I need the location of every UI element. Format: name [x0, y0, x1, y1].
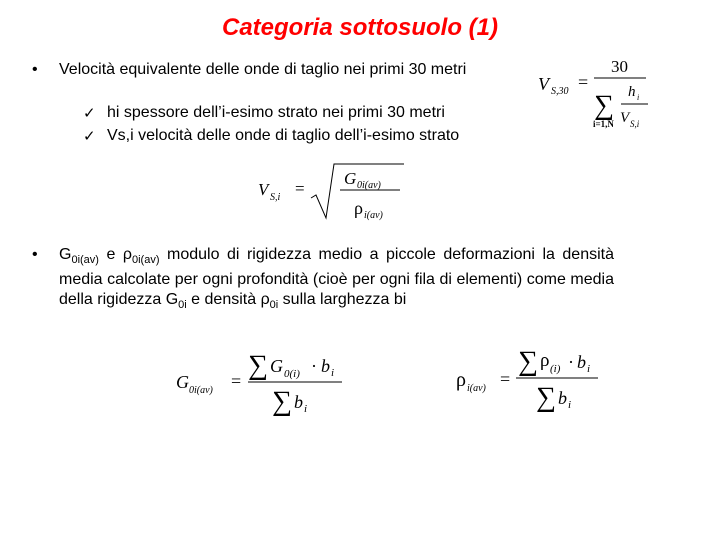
check-icon: ✓	[83, 105, 96, 122]
formula-vs30-h: h	[628, 84, 636, 100]
formula-vs30	[532, 54, 652, 134]
formula-vs30-lhs: V	[538, 74, 549, 94]
formula-g-sigma-den: ∑	[272, 386, 292, 417]
formula-rho-den-b-sub: i	[568, 399, 572, 411]
formula-vsi	[256, 158, 416, 228]
bullet-stiffness-text	[59, 245, 614, 315]
slide-title: Categoria sottosuolo (1)	[221, 14, 498, 41]
formula-rho-sigma-num: ∑	[518, 346, 538, 377]
formula-vs30-v: V	[620, 110, 630, 126]
formula-rho-lhs-sub: i(av)	[467, 383, 486, 394]
para-rho-sub: 0i(av)	[132, 254, 160, 266]
formula-vs30-lhs-sub: S,30	[551, 86, 569, 97]
formula-vsi-g-sub: 0i(av)	[357, 180, 381, 191]
formula-g-den-b: b	[294, 392, 303, 412]
formula-g-dot: ·	[311, 356, 317, 376]
formula-rho-num-b-sub: i	[587, 363, 591, 375]
formula-rho-den-b: b	[558, 388, 567, 408]
check-icon: ✓	[83, 128, 96, 145]
bullet-velocity-text: Velocità equivalente delle onde di taglio nei primi 30 metri	[59, 61, 467, 78]
formula-g-lhs: G	[176, 372, 189, 392]
para-rest2: e densità ρ	[186, 291, 270, 308]
formula-vsi-lhs: V	[258, 180, 269, 199]
para-e-rho: e ρ	[98, 246, 132, 263]
formula-vs30-numerator: 30	[611, 57, 628, 76]
formula-rho-num-rho-sub: (i)	[550, 363, 561, 375]
sub-item-velocity: Vs,i velocità delle onde di taglio dell’i-esimo strato	[107, 127, 460, 144]
para-rest1: modulo di rigidezza medio a piccole deformazioni la densità media calcolate per ogni profondità (cioè per ogni fila di elementi) come media della rigidezza G	[59, 246, 615, 308]
formula-g-num-b-sub: i	[331, 367, 335, 379]
para-rest3: sulla larghezza bi	[278, 291, 407, 308]
formula-vs30-sum-range: i=1,N	[593, 119, 614, 129]
formula-g-lhs-sub: 0i(av)	[189, 385, 213, 396]
formula-rho-lhs: ρ	[456, 369, 466, 391]
formula-vsi-lhs-sub: S,i	[270, 192, 281, 203]
formula-vs30-h-sub: i	[637, 93, 640, 102]
para-g-sub: 0i(av)	[71, 254, 99, 266]
formula-rho-dot: ·	[568, 352, 574, 372]
formula-g0i	[172, 344, 372, 420]
formula-g-den-b-sub: i	[304, 403, 308, 415]
formula-g-sigma-num: ∑	[248, 350, 268, 381]
formula-vsi-rho-sub: i(av)	[364, 210, 383, 221]
formula-rho-num-rho: ρ	[540, 350, 550, 371]
formula-rho-sigma-den: ∑	[536, 382, 556, 413]
formula-rho-num-b: b	[577, 352, 586, 372]
formula-vs30-v-sub: S,i	[630, 119, 640, 129]
sub-item-thickness: hi spessore dell’i-esimo strato nei primi 30 metri	[107, 104, 445, 121]
formula-vs30-eq: =	[578, 72, 589, 92]
para-g: G	[59, 246, 72, 263]
formula-rho	[452, 342, 622, 418]
para-rho0i-sub: 0i	[269, 299, 279, 311]
formula-g-eq: =	[231, 371, 242, 391]
formula-g-num-b: b	[321, 356, 330, 376]
formula-g-num-g-sub: 0(i)	[284, 368, 300, 380]
formula-vsi-g: G	[344, 169, 357, 188]
bullet-marker: •	[32, 246, 38, 263]
formula-vsi-eq: =	[295, 179, 305, 198]
bullet-marker: •	[32, 61, 38, 78]
formula-vs30-sigma: ∑	[594, 90, 614, 121]
formula-rho-eq: =	[500, 369, 511, 389]
formula-vsi-rho: ρ	[354, 198, 363, 218]
para-g0i-sub: 0i	[178, 299, 187, 311]
formula-g-num-g: G	[270, 356, 283, 376]
